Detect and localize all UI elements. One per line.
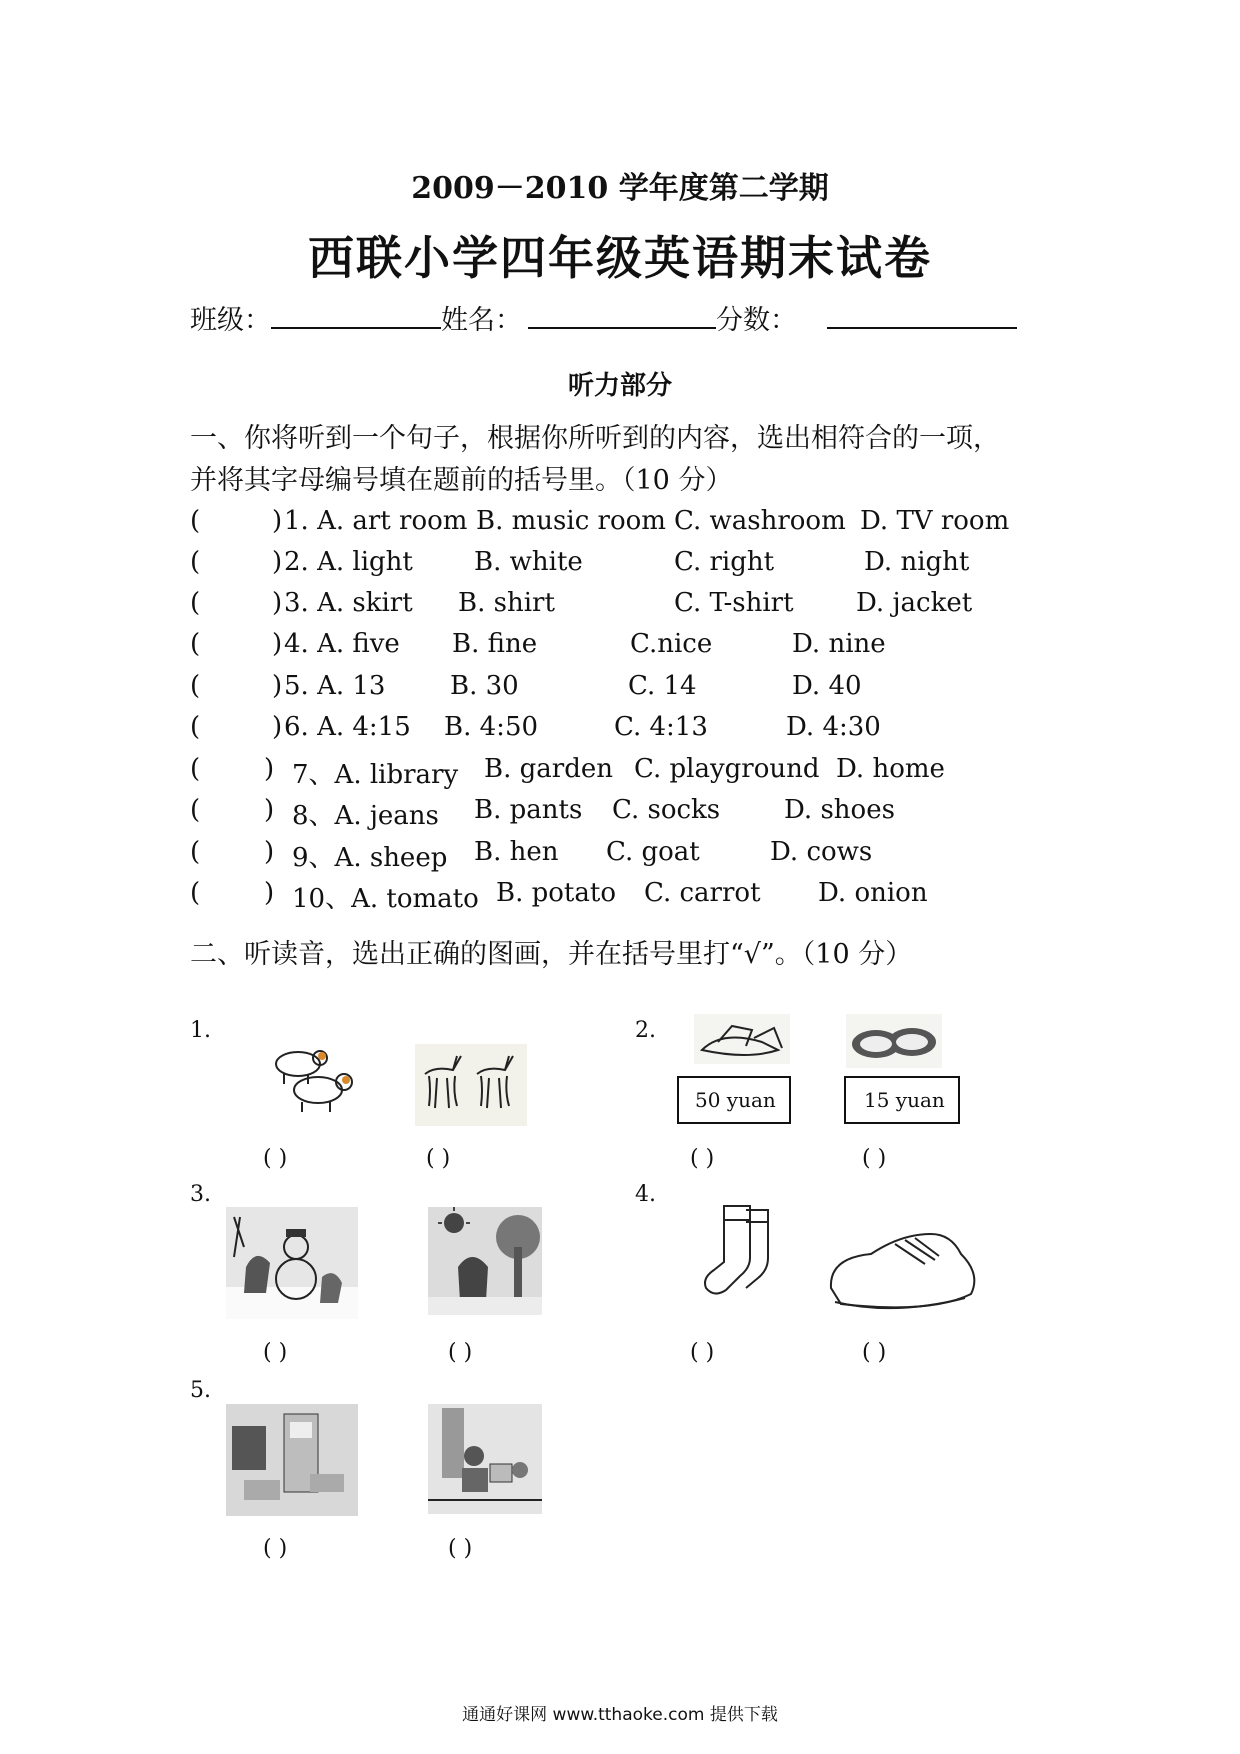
option-c: C. T-shirt xyxy=(674,588,794,618)
shoe-picture[interactable] xyxy=(825,1228,977,1324)
answer-open-paren[interactable]: ( xyxy=(190,588,201,618)
option-b: B. fine xyxy=(452,629,538,659)
computer-room-picture[interactable] xyxy=(428,1404,542,1518)
answer-close-paren: ) xyxy=(272,671,283,701)
option-a: 6. A. 4:15 xyxy=(284,712,411,742)
pic-item-number: 3. xyxy=(190,1182,211,1207)
answer-paren[interactable]: ( ) xyxy=(690,1340,715,1365)
name-label: 姓名： xyxy=(441,305,522,336)
option-b: B. 4:50 xyxy=(444,712,539,742)
answer-paren[interactable]: ( ) xyxy=(426,1146,451,1171)
pic-item-number: 4. xyxy=(635,1182,656,1207)
option-c: C. right xyxy=(674,547,775,577)
listening-section-title: 听力部分 xyxy=(567,371,672,401)
option-b: B. music room xyxy=(476,506,666,536)
pic-item-number: 1. xyxy=(190,1018,211,1043)
answer-open-paren[interactable]: ( xyxy=(190,629,201,659)
option-c: C. carrot xyxy=(644,878,761,908)
option-d: D. cows xyxy=(770,837,873,867)
answer-close-paren: ) xyxy=(272,629,283,659)
option-a: 1. A. art room xyxy=(284,506,468,536)
slippers-picture[interactable] xyxy=(846,1014,942,1072)
answer-close-paren: ) xyxy=(272,547,283,577)
footer-text: 通通好课网 www.tthaoke.com 提供下载 xyxy=(462,1705,778,1725)
option-b: B. potato xyxy=(496,878,616,908)
option-d: D. 4:30 xyxy=(786,712,881,742)
option-c: C. washroom xyxy=(674,506,846,536)
option-b: B. shirt xyxy=(458,588,555,618)
exam-title: 西联小学四年级英语期末试卷 xyxy=(308,231,932,285)
answer-open-paren[interactable]: ( xyxy=(190,671,201,701)
answer-open-paren[interactable]: ( xyxy=(190,795,201,825)
answer-paren[interactable]: ( ) xyxy=(862,1146,887,1171)
part1-instruction-line1: 一、你将听到一个句子，根据你所听到的内容，选出相符合的一项， xyxy=(190,423,1000,454)
option-c: C. 14 xyxy=(628,671,697,701)
option-d: D. night xyxy=(864,547,970,577)
option-a: 8、A. jeans xyxy=(292,801,439,831)
sheep-picture[interactable] xyxy=(262,1040,362,1119)
option-c: C.nice xyxy=(630,629,713,659)
option-b: B. hen xyxy=(474,837,559,867)
sandals-picture[interactable] xyxy=(694,1014,790,1068)
answer-close-paren: ) xyxy=(264,795,275,825)
goats-picture[interactable] xyxy=(415,1044,527,1130)
option-b: B. garden xyxy=(484,754,613,784)
option-d: D. onion xyxy=(818,878,928,908)
price-tag: 50 yuan xyxy=(677,1076,791,1124)
answer-close-paren: ) xyxy=(272,506,283,536)
classroom-picture[interactable] xyxy=(226,1404,358,1520)
answer-close-paren: ) xyxy=(264,837,275,867)
option-d: D. 40 xyxy=(792,671,862,701)
score-label: 分数： xyxy=(716,305,797,336)
answer-open-paren[interactable]: ( xyxy=(190,754,201,784)
pic-item-number: 5. xyxy=(190,1378,211,1403)
answer-paren[interactable]: ( ) xyxy=(448,1340,473,1365)
option-c: C. goat xyxy=(606,837,700,867)
answer-open-paren[interactable]: ( xyxy=(190,506,201,536)
answer-paren[interactable]: ( ) xyxy=(690,1146,715,1171)
option-a: 3. A. skirt xyxy=(284,588,413,618)
exam-subtitle: 2009－2010 学年度第二学期 xyxy=(411,171,829,206)
answer-paren[interactable]: ( ) xyxy=(263,1340,288,1365)
option-b: B. pants xyxy=(474,795,583,825)
socks-picture[interactable] xyxy=(684,1200,784,1304)
score-blank[interactable] xyxy=(827,305,1017,329)
option-c: C. socks xyxy=(612,795,721,825)
option-a: 5. A. 13 xyxy=(284,671,386,701)
option-d: D. nine xyxy=(792,629,886,659)
summer-scene-picture[interactable] xyxy=(428,1207,542,1319)
option-a: 7、A. library xyxy=(292,760,459,790)
option-d: D. TV room xyxy=(860,506,1010,536)
answer-open-paren[interactable]: ( xyxy=(190,878,201,908)
answer-paren[interactable]: ( ) xyxy=(862,1340,887,1365)
answer-open-paren[interactable]: ( xyxy=(190,712,201,742)
answer-close-paren: ) xyxy=(264,754,275,784)
part1-instruction-line2: 并将其字母编号填在题前的括号里。（10 分） xyxy=(190,465,733,496)
option-a: 9、A. sheep xyxy=(292,843,448,873)
answer-close-paren: ) xyxy=(272,588,283,618)
part2-instruction: 二、听读音，选出正确的图画，并在括号里打“√”。（10 分） xyxy=(190,939,913,970)
option-a: 10、A. tomato xyxy=(292,884,479,914)
option-a: 2. A. light xyxy=(284,547,413,577)
name-blank[interactable] xyxy=(528,305,716,329)
answer-paren[interactable]: ( ) xyxy=(263,1146,288,1171)
class-blank[interactable] xyxy=(271,305,441,329)
answer-close-paren: ) xyxy=(272,712,283,742)
answer-paren[interactable]: ( ) xyxy=(448,1536,473,1561)
class-label: 班级： xyxy=(190,305,271,336)
option-b: B. 30 xyxy=(450,671,519,701)
option-d: D. shoes xyxy=(784,795,895,825)
option-c: C. 4:13 xyxy=(614,712,708,742)
answer-paren[interactable]: ( ) xyxy=(263,1536,288,1561)
option-d: D. jacket xyxy=(856,588,973,618)
answer-close-paren: ) xyxy=(264,878,275,908)
pic-item-number: 2. xyxy=(635,1018,656,1043)
option-c: C. playground xyxy=(634,754,820,784)
price-tag: 15 yuan xyxy=(844,1076,960,1124)
winter-scene-picture[interactable] xyxy=(226,1207,358,1323)
answer-open-paren[interactable]: ( xyxy=(190,837,201,867)
option-a: 4. A. five xyxy=(284,629,400,659)
option-b: B. white xyxy=(474,547,583,577)
answer-open-paren[interactable]: ( xyxy=(190,547,201,577)
student-info-row xyxy=(190,298,1017,337)
option-d: D. home xyxy=(836,754,945,784)
